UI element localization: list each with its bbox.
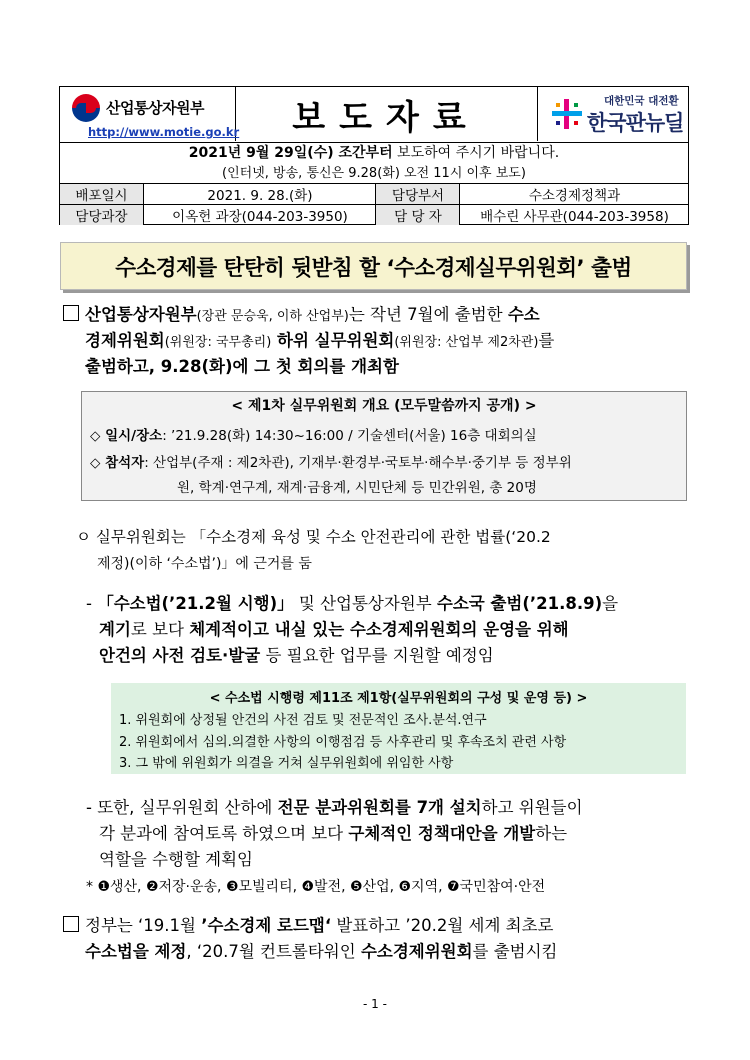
text: - (86, 594, 98, 613)
text: 정부는 ‘19.1월 (85, 916, 202, 935)
emphasis: 수소 (507, 305, 540, 324)
note: (장관 문승욱, 이하 산업부) (196, 309, 349, 324)
text: 하고 위원들이 (481, 798, 583, 817)
taegeuk-emblem-icon (72, 94, 100, 122)
law-item: 2. 위원회에서 심의.의결한 사항의 이행점검 등 사후관리 및 후속조치 관련 사항 (119, 735, 567, 750)
embargo-sub-line: (인터넷, 방송, 통신은 9.28(화) 오전 11시 이후 보도) (222, 166, 526, 181)
law-item: 1. 위원회에 상정될 안건의 사전 검토 및 전문적인 조사.분석.연구 (119, 713, 487, 728)
text: 등 필요한 업무를 지원할 예정임 (260, 646, 494, 665)
emphasis: 「수소법(’21.2월 시행)」 (97, 594, 294, 613)
law-title: < 수소법 시행령 제11조 제1항(실무위원회의 구성 및 운영 등) > (209, 691, 588, 706)
embargo-time: 2021년 9월 29일(수) 조간부터 (188, 145, 393, 161)
newdeal-tagline: 대한민국 대전환 (604, 95, 679, 107)
para1-line1 (63, 302, 540, 330)
headline: 수소경제를 탄탄히 뒷받침 할 ‘수소경제실무위원회’ 출범 (60, 242, 687, 290)
text: 을 (602, 594, 619, 613)
emphasis: ’수소경제 로드맵‘ (201, 916, 332, 935)
info-value: 2021. 9. 28.(화) (143, 184, 376, 204)
text: 로 보다 (130, 620, 190, 639)
para3-line3 (99, 643, 494, 669)
embargo-line (60, 142, 688, 164)
emphasis: 계기 (99, 620, 131, 639)
doc-type-title: 보도자료 (292, 97, 480, 138)
para1-line3: 출범하고, 9.28(화)에 그 첫 회의를 개최함 (85, 357, 399, 376)
para2-line2: 제정)(이하 ‘수소법’)」에 근거를 둠 (97, 556, 312, 572)
ministry-url-link[interactable]: http://www.motie.go.kr (88, 125, 240, 139)
newdeal-mark-icon (550, 97, 584, 131)
info-row-distribution (60, 183, 688, 204)
emphasis: 하위 실무위원회 (271, 331, 395, 350)
value: : 산업부(주재 : 제2차관), 기재부·환경부·국토부·해수부·중기부 등 정부위 (144, 455, 572, 471)
para2-line1: ㅇ 실무위원회는 「수소경제 육성 및 수소 안전관리에 관한 법률(‘20.2 (76, 528, 551, 546)
page-number: - 1 - (363, 997, 387, 1011)
text: 를 출범시킴 (472, 942, 558, 961)
para4-line1 (86, 795, 583, 821)
value: : ’21.9.28(화) 14:30~16:00 / 기술센터(서울) 16층 대회의실 (162, 428, 537, 444)
emphasis: 안건의 사전 검토·발굴 (99, 646, 261, 665)
para4-line2 (99, 821, 567, 847)
info-value: 이옥헌 과장(044-203-3950) (143, 205, 376, 225)
embargo-request: 보도하여 주시기 바랍니다. (392, 145, 560, 161)
header-table (59, 86, 689, 225)
ministry-ref: 산업통상자원부 (85, 305, 197, 324)
para5-line1 (63, 913, 553, 939)
overview-title: < 제1차 실무위원회 개요 (모두말씀까지 공개) > (231, 398, 537, 414)
square-bullet-icon (63, 305, 79, 321)
law-excerpt-box (111, 683, 686, 774)
emphasis: 경제위원회 (85, 331, 165, 350)
overview-date-line (90, 424, 537, 444)
text: 는 작년 7월에 출범한 (348, 305, 508, 324)
emphasis: 수소경제위원회 (360, 942, 473, 961)
info-value: 배수린 사무관(044-203-3958) (459, 205, 689, 225)
para1-line2 (85, 328, 554, 356)
newdeal-title: 한국판뉴딜 (587, 111, 684, 135)
text: - 또한, 실무위원회 산하에 (86, 798, 278, 817)
overview-attendees-line (90, 451, 572, 471)
para5-line2 (85, 939, 557, 965)
para4-line3: 역할을 수행할 계획임 (99, 850, 253, 869)
label: ◇ 일시/장소 (90, 428, 163, 444)
ministry-logo-block (60, 87, 240, 141)
text: 각 분과에 참여토록 하였으며 보다 (99, 824, 349, 843)
square-bullet-icon (63, 916, 79, 932)
overview-attendees-line2: 원, 학계·연구계, 재계·금융계, 시민단체 등 민간위원, 총 20명 (177, 480, 537, 496)
emphasis: 수소법을 제정 (85, 942, 187, 961)
text: 발표하고 ’20.2월 세계 최초로 (331, 916, 554, 935)
text: 및 산업통상자원부 (293, 594, 437, 613)
note: (위원장: 산업부 제2차관) (394, 335, 539, 350)
ministry-name: 산업통상자원부 (106, 99, 204, 117)
text: , ‘20.7월 컨트롤타워인 (186, 942, 361, 961)
para3-line2 (99, 617, 569, 643)
law-item: 3. 그 밖에 위원회가 의결을 거쳐 실무위원회에 위임한 사항 (119, 756, 454, 771)
info-label: 배포일시 (60, 184, 143, 204)
info-value: 수소경제정책과 (459, 184, 689, 204)
subcommittee-list: * ❶생산, ❷저장·운송, ❸모빌리티, ❹발전, ❺산업, ❻지역, ❼국민참여·안전 (86, 879, 546, 895)
info-label: 담당부서 (375, 184, 460, 204)
meeting-overview-box (81, 391, 687, 501)
text: 하는 (535, 824, 568, 843)
emphasis: 구체적인 정책대안을 개발 (348, 824, 536, 843)
info-label: 담 당 자 (375, 205, 460, 225)
emphasis: 체계적이고 내실 있는 수소경제위원회의 운영을 위해 (189, 620, 569, 639)
label: ◇ 참석자 (90, 455, 145, 471)
newdeal-logo-block (537, 87, 689, 141)
info-row-contacts (60, 204, 688, 225)
para3-line1 (86, 591, 618, 617)
note: (위원장: 국무총리) (164, 335, 272, 350)
emphasis: 전문 분과위원회를 7개 설치 (277, 798, 482, 817)
info-label: 담당과장 (60, 205, 143, 225)
emphasis: 수소국 출범(’21.8.9) (436, 594, 603, 613)
text: 를 (538, 331, 555, 350)
